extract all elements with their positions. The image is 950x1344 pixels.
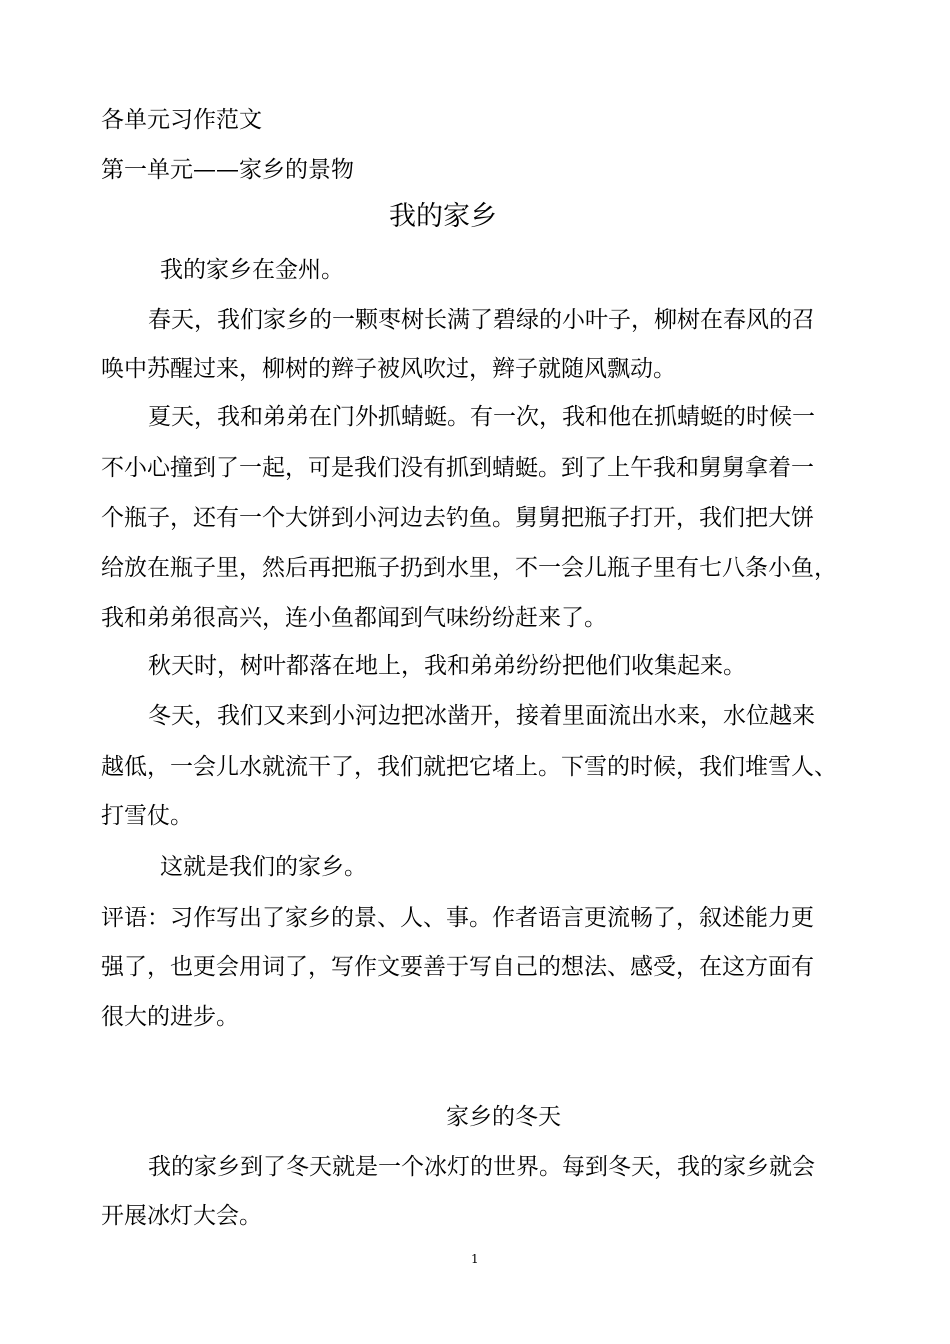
collection-title: 各单元习作范文: [101, 107, 262, 133]
unit-title: 第一单元——家乡的景物: [101, 157, 354, 183]
essay2-title: 家乡的冬天: [446, 1104, 561, 1130]
essay-line: 冬天，我们又来到小河边把冰凿开，接着里面流出水来，水位越来: [148, 703, 815, 729]
essay-line: 给放在瓶子里，然后再把瓶子扔到水里，不一会儿瓶子里有七八条小鱼，: [101, 555, 837, 581]
page-number: 1: [471, 1252, 479, 1266]
essay-line: 不小心撞到了一起，可是我们没有抓到蜻蜓。到了上午我和舅舅拿着一: [101, 455, 814, 481]
comment-line: 很大的进步。: [101, 1004, 239, 1030]
essay-line: 我和弟弟很高兴，连小鱼都闻到气味纷纷赶来了。: [101, 605, 607, 631]
essay-line: 越低，一会儿水就流干了，我们就把它堵上。下雪的时候，我们堆雪人、: [101, 754, 837, 780]
essay-line: 个瓶子，还有一个大饼到小河边去钓鱼。舅舅把瓶子打开，我们把大饼: [101, 505, 814, 531]
essay-line: 夏天，我和弟弟在门外抓蜻蜓。有一次，我和他在抓蜻蜓的时候一: [148, 404, 815, 430]
essay-line: 我的家乡在金州。: [160, 257, 344, 283]
comment-line: 评语：习作写出了家乡的景、人、事。作者语言更流畅了，叙述能力更: [101, 905, 814, 931]
essay-line: 这就是我们的家乡。: [160, 854, 367, 880]
essay-line: 唤中苏醒过来，柳树的辫子被风吹过，辫子就随风飘动。: [101, 356, 676, 382]
comment-line: 强了，也更会用词了，写作文要善于写自己的想法、感受，在这方面有: [101, 954, 814, 980]
essay-line: 秋天时，树叶都落在地上，我和弟弟纷纷把他们收集起来。: [148, 653, 746, 679]
essay-line: 春天，我们家乡的一颗枣树长满了碧绿的小叶子，柳树在春风的召: [148, 307, 815, 333]
essay-title: 我的家乡: [389, 201, 497, 232]
essay-line: 打雪仗。: [101, 803, 193, 829]
essay2-line: 我的家乡到了冬天就是一个冰灯的世界。每到冬天，我的家乡就会: [148, 1154, 815, 1180]
essay2-line: 开展冰灯大会。: [101, 1203, 262, 1229]
